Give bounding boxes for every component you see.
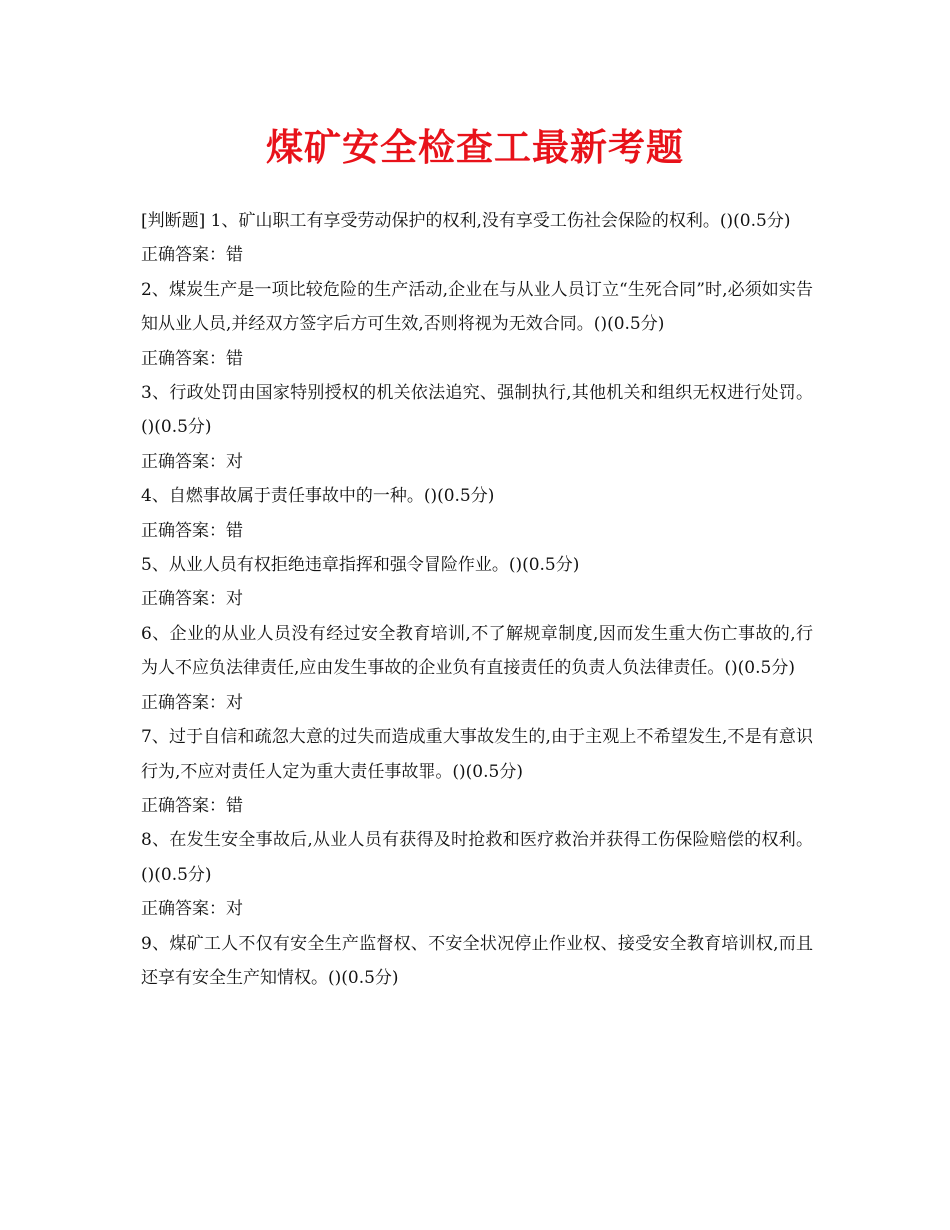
question-text: 6、企业的从业人员没有经过安全教育培训,不了解规章制度,因而发生重大伤亡事故的,行为人不应负法律责任,应由发生事故的企业负有直接责任的负责人负法律责任。()(0.5分) [141, 623, 813, 679]
question-item [141, 823, 813, 926]
question-text: 7、过于自信和疏忽大意的过失而造成重大事故发生的,由于主观上不希望发生,不是有意识行为,不应对责任人定为重大责任事故罪。()(0.5分) [141, 727, 813, 782]
question-item [141, 617, 813, 720]
question-item [141, 479, 813, 548]
question-text: [判断题] 1、矿山职工有享受劳动保护的权利,没有享受工伤社会保险的权利。()(0.5分) [141, 211, 791, 231]
question-item [141, 927, 813, 996]
answer-text: 正确答案：对 [141, 451, 243, 472]
answer-text: 正确答案：对 [141, 692, 243, 713]
answer-text: 正确答案：对 [141, 899, 243, 920]
document-title: 煤矿安全检查工最新考题 [266, 125, 684, 169]
question-text: 8、在发生安全事故后,从业人员有获得及时抢救和医疗救治并获得工伤保险赔偿的权利。()(0.5分) [141, 830, 813, 885]
answer-text: 正确答案：对 [141, 589, 243, 610]
answer-text: 正确答案：错 [141, 795, 243, 816]
question-text: 3、行政处罚由国家特别授权的机关依法追究、强制执行,其他机关和组织无权进行处罚。()(0.5分) [141, 383, 813, 438]
answer-text: 正确答案：错 [141, 348, 243, 369]
question-text: 5、从业人员有权拒绝违章指挥和强令冒险作业。()(0.5分) [141, 555, 580, 576]
answer-text: 正确答案：错 [141, 245, 243, 266]
question-item [141, 204, 813, 273]
question-list [141, 204, 813, 995]
answer-text: 正确答案：错 [141, 520, 243, 541]
question-item [141, 720, 813, 823]
question-text: 4、自燃事故属于责任事故中的一种。()(0.5分) [141, 486, 495, 507]
question-item [141, 548, 813, 617]
question-text: 9、煤矿工人不仅有安全生产监督权、不安全状况停止作业权、接受安全教育培训权,而且还享有安全生产知情权。()(0.5分) [141, 933, 813, 988]
question-item [141, 376, 813, 479]
question-text: 2、煤炭生产是一项比较危险的生产活动,企业在与从业人员订立“生死合同”时,必须如实告知从业人员,并经双方签字后方可生效,否则将视为无效合同。()(0.5分) [141, 279, 813, 335]
question-item [141, 273, 813, 376]
